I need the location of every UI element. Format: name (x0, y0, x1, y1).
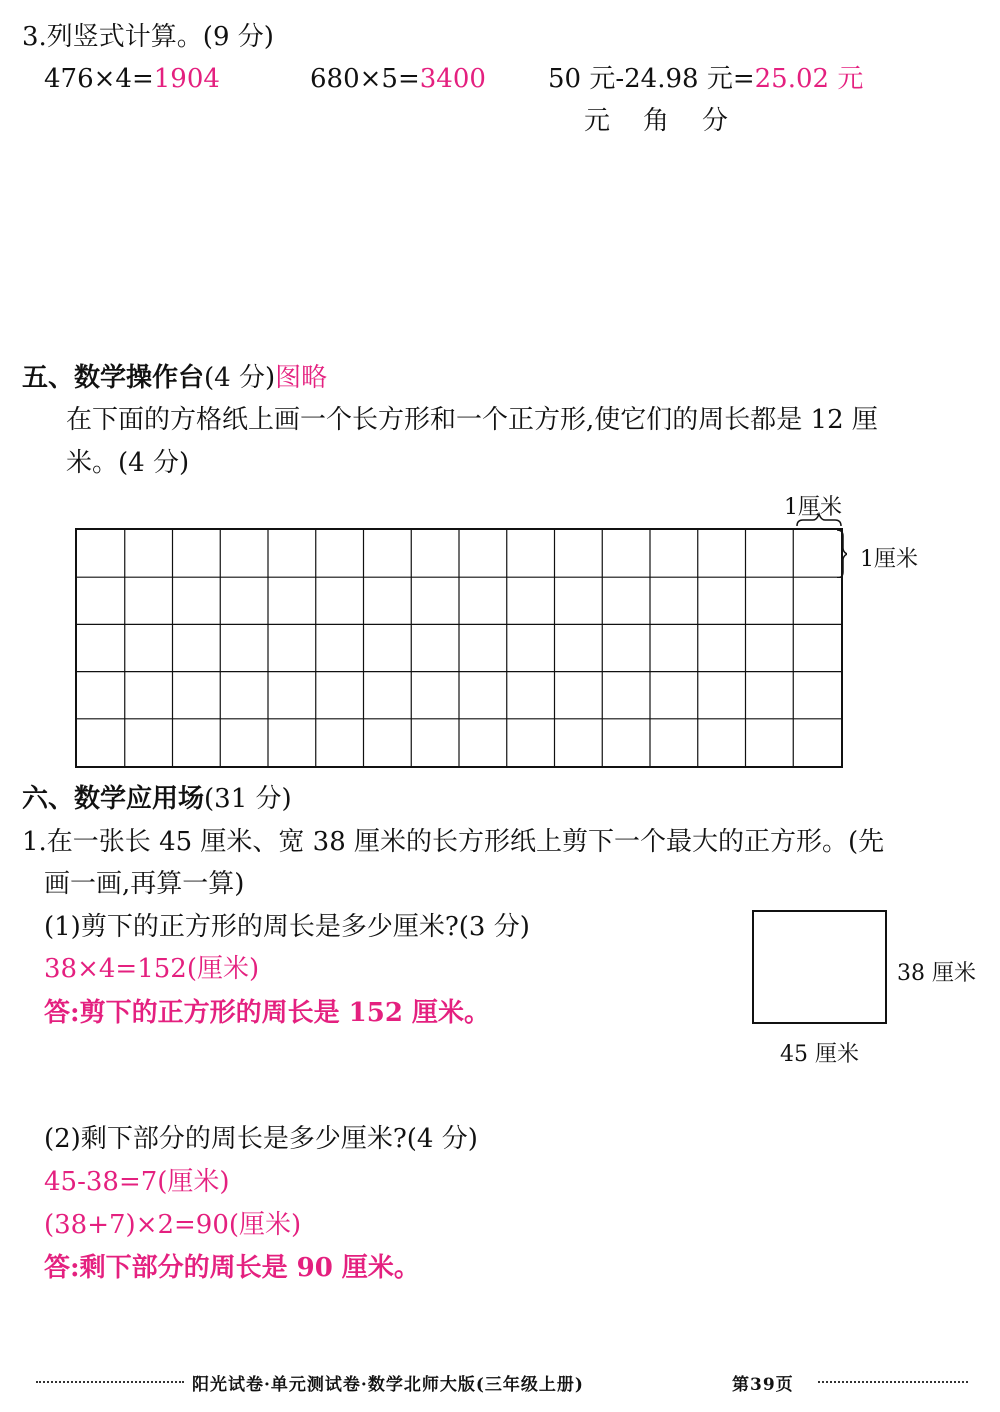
calc-expr-3: 50 元-24.98 元= (548, 64, 755, 94)
part2-answer: 答:剩下部分的周长是 90 厘米。 (44, 1253, 420, 1283)
calc-expr-2: 680×5= (310, 64, 420, 94)
square-bottom-label: 45 厘米 (780, 1042, 859, 1067)
brace-top (797, 514, 841, 526)
grid-unit-label-top: 1厘米 (784, 495, 842, 520)
section5-heading-line (22, 365, 327, 391)
section5-score: (4 分) (204, 363, 276, 393)
footer-page: 第39页 (732, 1375, 794, 1395)
square-grid[interactable] (75, 528, 843, 768)
calc-item-1 (44, 66, 220, 92)
part1-answer: 答:剪下的正方形的周长是 152 厘米。 (44, 998, 490, 1028)
calc-answer-1: 1904 (153, 64, 220, 94)
section5-note: 图略 (275, 363, 328, 393)
square-right-label: 38 厘米 (897, 961, 976, 986)
q1-text-line2: 画一画,再算一算) (44, 869, 245, 899)
part2-question: (2)剩下部分的周长是多少厘米?(4 分) (44, 1124, 478, 1154)
part2-calc2: (38+7)×2=90(厘米) (44, 1210, 302, 1240)
q3-heading: 3.列竖式计算。(9 分) (22, 22, 274, 52)
footer-dots-right (818, 1381, 968, 1383)
calc-item-3 (548, 66, 863, 92)
grid-lines (77, 530, 841, 766)
part2-calc1: 45-38=7(厘米) (44, 1167, 230, 1197)
part1-question: (1)剪下的正方形的周长是多少厘米?(3 分) (44, 912, 530, 942)
calc-answer-3: 25.02 元 (754, 64, 864, 94)
unit-yuan: 元 (584, 106, 611, 136)
section5-text-line2: 米。(4 分) (66, 448, 190, 478)
calc-item-2 (310, 66, 486, 92)
unit-fen: 分 (702, 106, 729, 136)
section5-heading: 五、数学操作台 (22, 363, 205, 393)
section6-heading-line (22, 786, 292, 812)
section5-text-line1: 在下面的方格纸上画一个长方形和一个正方形,使它们的周长都是 12 厘 (66, 405, 878, 435)
section6-heading: 六、数学应用场 (22, 784, 205, 814)
footer-dots-left (36, 1381, 184, 1383)
section6-score: (31 分) (204, 784, 292, 814)
grid-unit-label-right: 1厘米 (860, 547, 918, 572)
calc-expr-1: 476×4= (44, 64, 154, 94)
unit-jiao: 角 (643, 106, 670, 136)
part1-calc: 38×4=152(厘米) (44, 954, 260, 984)
footer-text: 阳光试卷·单元测试卷·数学北师大版(三年级上册) (192, 1375, 584, 1395)
square-figure (752, 910, 887, 1024)
calc-answer-2: 3400 (419, 64, 486, 94)
q1-text-line1: 1.在一张长 45 厘米、宽 38 厘米的长方形纸上剪下一个最大的正方形。(先 (22, 827, 885, 857)
